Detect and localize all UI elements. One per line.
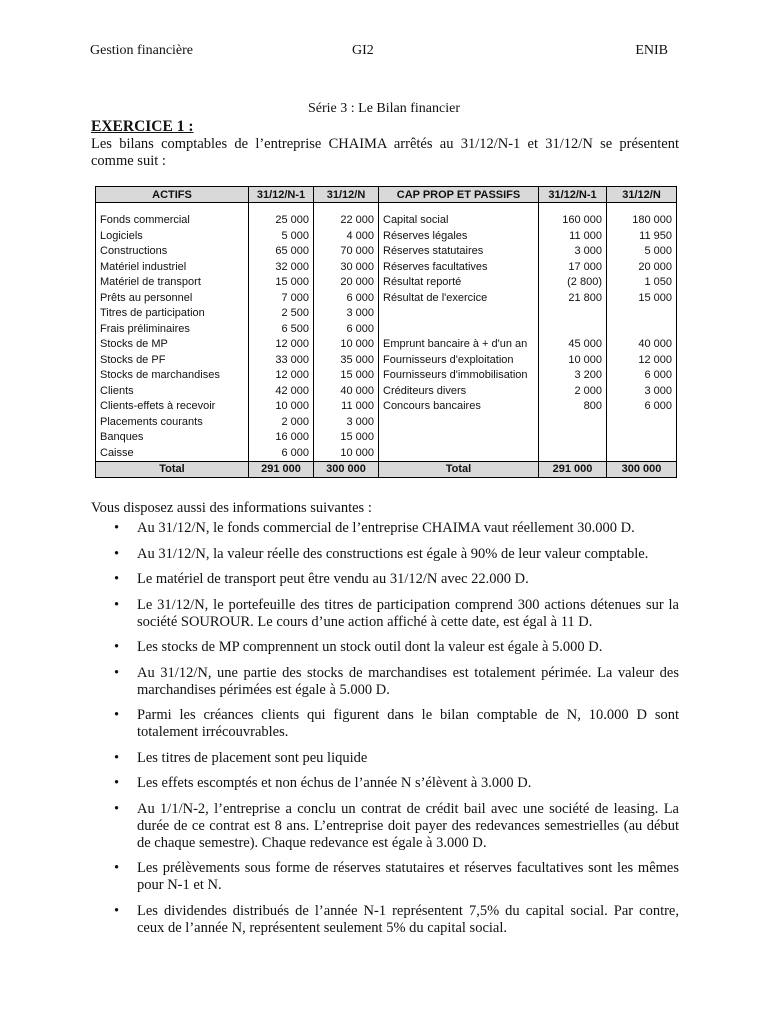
table-row bbox=[96, 244, 677, 260]
table-cell bbox=[379, 446, 539, 462]
table-row bbox=[96, 260, 677, 276]
header-cell: 31/12/N-1 bbox=[249, 187, 314, 203]
list-item-text: Le matériel de transport peut être vendu au 31/12/N avec 22.000 D. bbox=[137, 571, 529, 587]
list-item-text: Les effets escomptés et non échus de l’année N s’élèvent à 3.000 D. bbox=[137, 775, 532, 791]
balance-sheet-table bbox=[95, 186, 677, 478]
table-cell: Fournisseurs d'immobilisation bbox=[379, 368, 539, 384]
table-cell: (2 800) bbox=[539, 275, 607, 291]
table-cell: Constructions bbox=[96, 244, 249, 260]
table-row bbox=[96, 399, 677, 415]
table-row bbox=[96, 384, 677, 400]
list-item bbox=[91, 546, 679, 563]
list-item-text: Parmi les créances clients qui figurent dans le bilan comptable de N, 10.000 D sont totalement irrécouvrables. bbox=[137, 707, 679, 740]
table-cell: 10 000 bbox=[539, 353, 607, 369]
list-item-text: Les titres de placement sont peu liquide bbox=[137, 749, 368, 766]
table-cell: 10 000 bbox=[249, 399, 314, 415]
table-cell: Réserves statutaires bbox=[379, 244, 539, 260]
table-cell: Réserves facultatives bbox=[379, 260, 539, 276]
exercise-title: EXERCICE 1 : bbox=[91, 118, 194, 135]
list-item-text: Au 1/1/N-2, l’entreprise a conclu un contrat de crédit bail avec une société de leasing. La durée de ce contrat est 8 ans. L’entreprise doit payer des redevances semestrielles (au début de chaque semestre). Chaque redevance est égale à 3.000 D. bbox=[137, 800, 679, 851]
header-class: GI2 bbox=[352, 43, 374, 58]
bullet-icon: • bbox=[114, 707, 120, 723]
list-item-text: Au 31/12/N, une partie des stocks de marchandises est totalement périmée. La valeur des marchandises périmées est égale à 5.000 D. bbox=[137, 664, 679, 698]
table-cell: 5 000 bbox=[249, 229, 314, 245]
table-cell: 20 000 bbox=[314, 275, 379, 291]
header-cell: 31/12/N bbox=[607, 187, 677, 203]
table-cell bbox=[539, 322, 607, 338]
bullet-icon: • bbox=[114, 664, 120, 681]
table-row bbox=[96, 430, 677, 446]
table-cell: 6 000 bbox=[607, 399, 677, 415]
table-row bbox=[96, 213, 677, 229]
table-header-row bbox=[96, 187, 677, 203]
table-cell: Caisse bbox=[96, 446, 249, 462]
list-item bbox=[91, 597, 679, 631]
exercise-intro: Les bilans comptables de l’entreprise CHAIMA arrêtés au 31/12/N-1 et 31/12/N se présentent comme suit : bbox=[91, 136, 679, 169]
bullet-icon: • bbox=[114, 596, 120, 613]
table-cell: Matériel industriel bbox=[96, 260, 249, 276]
table-cell: 15 000 bbox=[249, 275, 314, 291]
header-school: ENIB bbox=[635, 43, 668, 58]
table-row bbox=[96, 368, 677, 384]
table-cell: 22 000 bbox=[314, 213, 379, 229]
list-item-text: Au 31/12/N, la valeur réelle des constructions est égale à 90% de leur valeur comptable. bbox=[137, 545, 649, 562]
list-item-text: Le 31/12/N, le portefeuille des titres de participation comprend 300 actions détenues sur la société SOUROUR. Le cours d’une action affiché à cette date, est égal à 11 D. bbox=[137, 596, 679, 630]
table-cell: 11 000 bbox=[314, 399, 379, 415]
table-row bbox=[96, 291, 677, 307]
bullet-icon: • bbox=[114, 571, 120, 587]
table-cell: 800 bbox=[539, 399, 607, 415]
list-item bbox=[91, 665, 679, 699]
table-cell: 6 000 bbox=[607, 368, 677, 384]
table-cell: Résultat reporté bbox=[379, 275, 539, 291]
bullet-icon: • bbox=[114, 800, 120, 817]
table-cell: Logiciels bbox=[96, 229, 249, 245]
table-row bbox=[96, 275, 677, 291]
list-item bbox=[91, 750, 679, 767]
list-item bbox=[91, 707, 679, 741]
list-item bbox=[91, 801, 679, 852]
table-cell: Stocks de MP bbox=[96, 337, 249, 353]
table-cell bbox=[539, 306, 607, 322]
bullet-icon: • bbox=[114, 520, 120, 536]
table-cell: 40 000 bbox=[607, 337, 677, 353]
header-cell: CAP PROP ET PASSIFS bbox=[379, 187, 539, 203]
table-body bbox=[96, 203, 677, 462]
table-row bbox=[96, 337, 677, 353]
table-cell bbox=[539, 430, 607, 446]
header-cell: ACTIFS bbox=[96, 187, 249, 203]
table-cell: Capital social bbox=[379, 213, 539, 229]
table-cell: Prêts au personnel bbox=[96, 291, 249, 307]
list-item bbox=[91, 860, 679, 894]
table-cell: Stocks de PF bbox=[96, 353, 249, 369]
table-cell bbox=[539, 415, 607, 431]
table-cell: 16 000 bbox=[249, 430, 314, 446]
table-row bbox=[96, 353, 677, 369]
table-cell: 30 000 bbox=[314, 260, 379, 276]
table-cell: 10 000 bbox=[314, 337, 379, 353]
table-row bbox=[96, 306, 677, 322]
total-cell: 300 000 bbox=[607, 462, 677, 478]
table-cell: Réserves légales bbox=[379, 229, 539, 245]
header-cell: 31/12/N bbox=[314, 187, 379, 203]
table-cell: 3 200 bbox=[539, 368, 607, 384]
total-cell: 291 000 bbox=[249, 462, 314, 478]
table-row bbox=[96, 446, 677, 462]
table-cell: 3 000 bbox=[607, 384, 677, 400]
table-cell: 65 000 bbox=[249, 244, 314, 260]
table-cell: 42 000 bbox=[249, 384, 314, 400]
table-cell: 17 000 bbox=[539, 260, 607, 276]
table-cell: Fonds commercial bbox=[96, 213, 249, 229]
table-cell: 7 000 bbox=[249, 291, 314, 307]
table-cell: 5 000 bbox=[607, 244, 677, 260]
list-item-text: Les prélèvements sous forme de réserves statutaires et réserves facultatives sont les mêmes pour N-1 et N. bbox=[137, 860, 679, 893]
table-cell: Concours bancaires bbox=[379, 399, 539, 415]
table-cell: 45 000 bbox=[539, 337, 607, 353]
table-cell: 12 000 bbox=[607, 353, 677, 369]
spacer-row bbox=[96, 203, 677, 214]
bullet-icon: • bbox=[114, 749, 120, 766]
table-cell: 3 000 bbox=[314, 306, 379, 322]
header-cell: 31/12/N-1 bbox=[539, 187, 607, 203]
table-cell: 6 000 bbox=[314, 322, 379, 338]
table-cell: 21 800 bbox=[539, 291, 607, 307]
list-item-text: Les dividendes distribués de l’année N-1 représentent 7,5% du capital social. Par contre, ceux de l’année N, représentent seulement 5% du capital social. bbox=[137, 902, 679, 936]
list-item bbox=[91, 903, 679, 937]
table-cell bbox=[607, 415, 677, 431]
table-cell bbox=[607, 446, 677, 462]
total-cell: Total bbox=[379, 462, 539, 478]
table-cell: 160 000 bbox=[539, 213, 607, 229]
table-cell: Stocks de marchandises bbox=[96, 368, 249, 384]
total-cell: Total bbox=[96, 462, 249, 478]
table-cell: 4 000 bbox=[314, 229, 379, 245]
table-cell: Frais préliminaires bbox=[96, 322, 249, 338]
table-cell bbox=[539, 446, 607, 462]
bullet-icon: • bbox=[114, 902, 120, 919]
table-cell: Créditeurs divers bbox=[379, 384, 539, 400]
table-cell: 33 000 bbox=[249, 353, 314, 369]
table-row bbox=[96, 322, 677, 338]
bullet-icon: • bbox=[114, 545, 120, 562]
table-cell: 40 000 bbox=[314, 384, 379, 400]
table-cell: Clients-effets à recevoir bbox=[96, 399, 249, 415]
table-cell: 6 500 bbox=[249, 322, 314, 338]
table-cell: Titres de participation bbox=[96, 306, 249, 322]
table-cell: 15 000 bbox=[607, 291, 677, 307]
table-cell: 1 050 bbox=[607, 275, 677, 291]
table-cell: 12 000 bbox=[249, 368, 314, 384]
table-cell: 3 000 bbox=[314, 415, 379, 431]
list-item bbox=[91, 520, 679, 537]
table-cell bbox=[379, 322, 539, 338]
table-cell bbox=[379, 415, 539, 431]
table-cell: Fournisseurs d'exploitation bbox=[379, 353, 539, 369]
table-cell: Matériel de transport bbox=[96, 275, 249, 291]
table-cell bbox=[607, 306, 677, 322]
table-cell: 2 000 bbox=[539, 384, 607, 400]
table-row bbox=[96, 415, 677, 431]
total-cell: 300 000 bbox=[314, 462, 379, 478]
table-cell: 6 000 bbox=[314, 291, 379, 307]
table-cell bbox=[379, 430, 539, 446]
list-item bbox=[91, 639, 679, 656]
table-cell: 15 000 bbox=[314, 368, 379, 384]
table-cell: 180 000 bbox=[607, 213, 677, 229]
information-list bbox=[91, 520, 679, 945]
total-row bbox=[96, 462, 677, 478]
table-cell: 2 000 bbox=[249, 415, 314, 431]
table-cell: 15 000 bbox=[314, 430, 379, 446]
list-item-text: Les stocks de MP comprennent un stock outil dont la valeur est égale à 5.000 D. bbox=[137, 639, 603, 655]
bullet-icon: • bbox=[114, 775, 120, 791]
table-cell bbox=[607, 322, 677, 338]
table-cell: 32 000 bbox=[249, 260, 314, 276]
table-cell: Placements courants bbox=[96, 415, 249, 431]
table-cell: 25 000 bbox=[249, 213, 314, 229]
header-course: Gestion financière bbox=[90, 43, 194, 58]
table-cell: 2 500 bbox=[249, 306, 314, 322]
table-cell bbox=[379, 306, 539, 322]
list-item bbox=[91, 571, 679, 588]
table-cell: 11 950 bbox=[607, 229, 677, 245]
table-cell: 20 000 bbox=[607, 260, 677, 276]
table-cell: Banques bbox=[96, 430, 249, 446]
table-cell: 35 000 bbox=[314, 353, 379, 369]
list-item-text: Au 31/12/N, le fonds commercial de l’entreprise CHAIMA vaut réellement 30.000 D. bbox=[137, 520, 635, 536]
table-cell: 11 000 bbox=[539, 229, 607, 245]
table-cell: 10 000 bbox=[314, 446, 379, 462]
table-row bbox=[96, 229, 677, 245]
bullet-icon: • bbox=[114, 860, 120, 876]
table-cell: 12 000 bbox=[249, 337, 314, 353]
table-cell: Clients bbox=[96, 384, 249, 400]
info-intro: Vous disposez aussi des informations suivantes : bbox=[91, 500, 372, 516]
table-cell bbox=[607, 430, 677, 446]
bullet-icon: • bbox=[114, 639, 120, 655]
table-cell: 6 000 bbox=[249, 446, 314, 462]
table-cell: Emprunt bancaire à + d'un an bbox=[379, 337, 539, 353]
document-title: Série 3 : Le Bilan financier bbox=[308, 101, 460, 116]
table-cell: 70 000 bbox=[314, 244, 379, 260]
list-item bbox=[91, 775, 679, 792]
table-cell: Résultat de l'exercice bbox=[379, 291, 539, 307]
table-cell: 3 000 bbox=[539, 244, 607, 260]
total-cell: 291 000 bbox=[539, 462, 607, 478]
